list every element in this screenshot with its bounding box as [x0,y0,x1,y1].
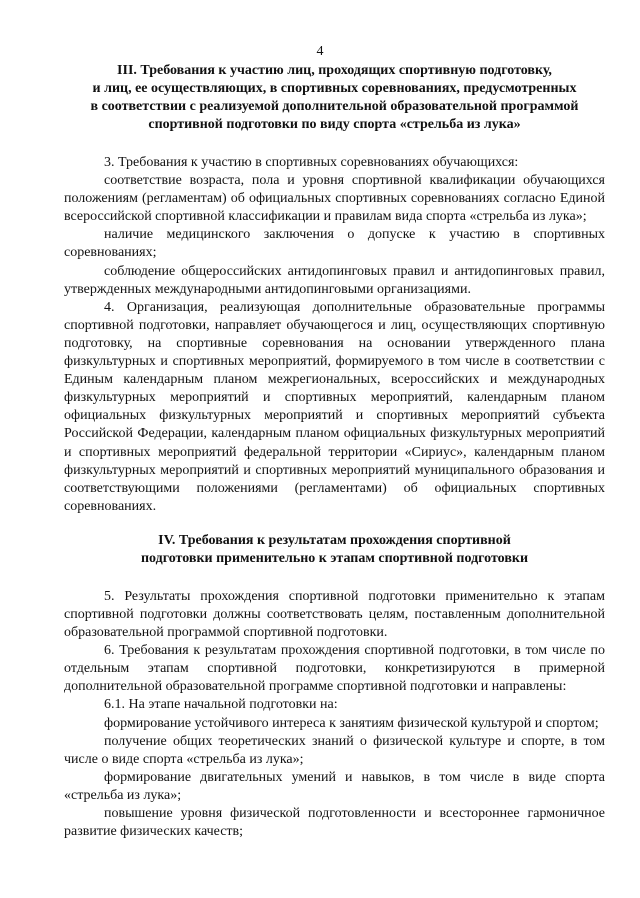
paragraph: 6.1. На этапе начальной подготовки на: [104,697,338,713]
section-3-heading [64,62,605,134]
paragraph: 6. Требования к результатам прохождения спортивной подготовки, в том числе по отдельным этапам спортивной подготовки, конкретизируются в примерной дополнительной образовательной программе спортивной подготовки и направлены: [64,643,605,695]
heading-line: спортивной подготовки по виду спорта «стрельба из лука» [148,117,521,132]
heading-line: в соответствии с реализуемой дополнительной образовательной программой [90,99,579,114]
document-body [64,62,605,841]
paragraph: получение общих теоретических знаний о физической культуре и спорте, в том числе о виде спорта «стрельба из лука»; [64,733,605,767]
paragraph: повышение уровня физической подготовленности и всестороннее гармоничное развитие физических качеств; [64,806,605,840]
paragraph: формирование устойчивого интереса к занятиям физической культурой и спортом; [104,715,599,731]
paragraph: соответствие возраста, пола и уровня спортивной квалификации обучающихся положениям (регламентам) об официальных спортивных соревнованиях согласно Единой всероссийской спортивной классификации и правилам вида спорта «стрельба из лука»; [64,173,605,225]
page-number: 4 [316,44,324,59]
paragraph: наличие медицинского заключения о допуске к участию в спортивных соревнованиях; [64,227,605,261]
section-4-body [64,588,605,841]
heading-line: и лиц, ее осуществляющих, в спортивных соревнованиях, предусмотренных [92,81,577,96]
paragraph: формирование двигательных умений и навыков, в том числе в виде спорта «стрельба из лука»; [64,769,605,803]
paragraph: 5. Результаты прохождения спортивной подготовки применительно к этапам спортивной подготовки должны соответствовать целям, поставленным дополнительной образовательной программой спортивной подготовки. [64,588,605,641]
paragraph: 4. Организация, реализующая дополнительные образовательные программы спортивной подготовки, направляет обучающегося и лиц, осуществляющих спортивную подготовку, на спортивные соревнования на основании утвержденного плана физкультурных и спортивных мероприятий, формируемого в том числе в соответствии с Единым календарным планом межрегиональных, всероссийских и международных физкультурных мероприятий и спортивных мероприятий, календарным планом официальных физкультурных мероприятий и спортивных мероприятий субъекта Российской Федерации, календарным планом официальных физкультурных мероприятий и спортивных мероприятий федеральной территории «Сириус», календарным планом физкультурных мероприятий и спортивных мероприятий муниципального образования и соответствующими положениями (регламентами) об официальных спортивных соревнованиях. [64,299,605,514]
heading-line: подготовки применительно к этапам спортивной подготовки [140,550,529,566]
paragraph: соблюдение общероссийских антидопинговых правил и антидопинговых правил, утвержденных международными антидопинговыми организациями. [64,263,605,297]
heading-line: IV. Требования к результатам прохождения спортивной [158,532,511,548]
paragraph: 3. Требования к участию в спортивных соревнованиях обучающихся: [104,155,519,170]
section-4-heading [64,532,605,568]
section-3-body [64,154,605,516]
heading-line: III. Требования к участию лиц, проходящих спортивную подготовку, [117,63,552,78]
